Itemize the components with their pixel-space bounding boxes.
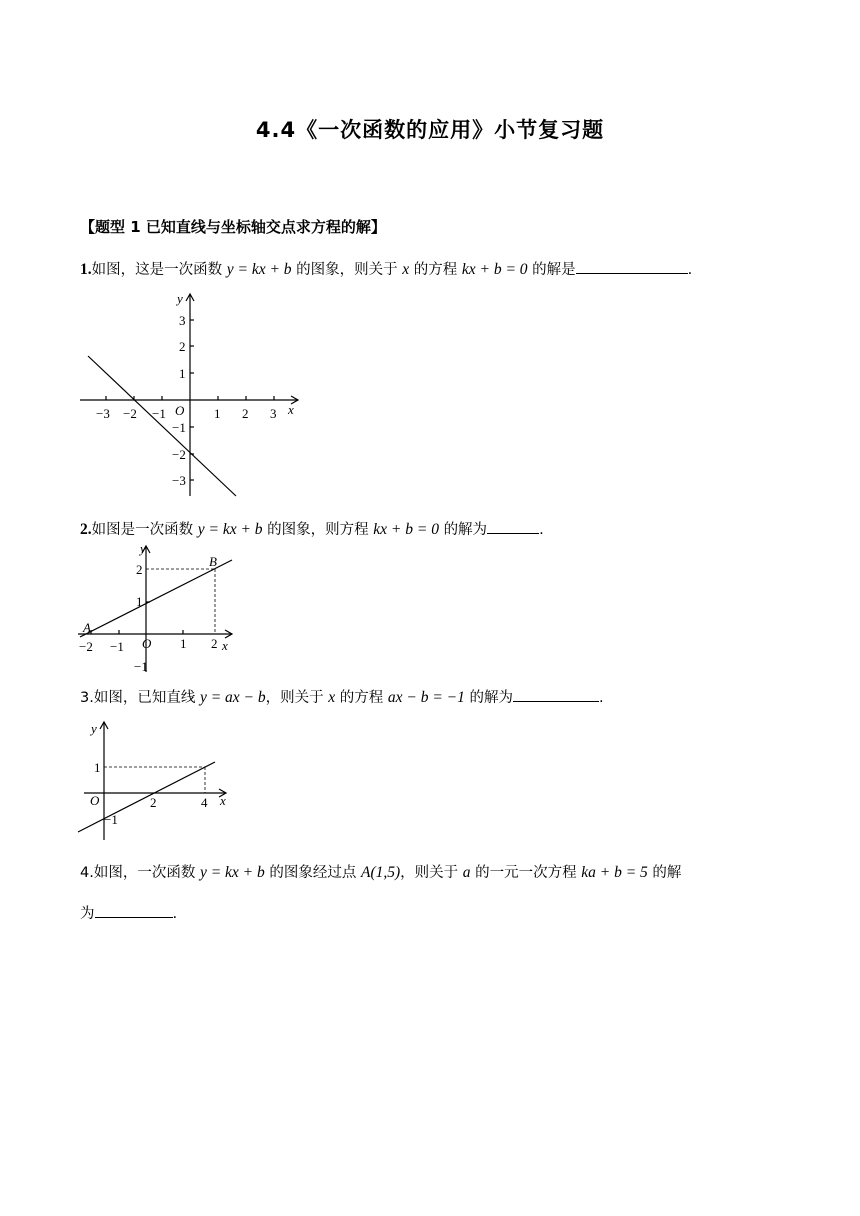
x-tick-label: 4 xyxy=(201,795,208,810)
question-number: 1. xyxy=(80,261,92,278)
question-1 xyxy=(80,258,692,279)
math-expression: y = kx + b xyxy=(199,864,265,881)
y-axis-label: y xyxy=(177,291,183,306)
origin-label: O xyxy=(90,793,100,808)
y-tick-label: 2 xyxy=(136,562,143,577)
x-tick-label: 1 xyxy=(214,406,221,421)
question-text: 的解为 xyxy=(443,522,488,538)
x-tick-label: −2 xyxy=(123,406,137,421)
x-axis-label: x xyxy=(220,793,226,808)
y-tick-label: 2 xyxy=(179,339,186,354)
graph-1 xyxy=(76,288,312,500)
y-tick-label: −2 xyxy=(172,447,186,462)
x-tick-label: −1 xyxy=(152,406,166,421)
math-expression: kx + b = 0 xyxy=(373,521,439,538)
question-text: 如图，一次函数 xyxy=(93,865,196,881)
question-text: 的图象经过点 xyxy=(269,865,357,881)
math-expression: y = kx + b xyxy=(197,521,263,538)
math-expression: A(1,5) xyxy=(360,864,401,881)
y-tick-label: 1 xyxy=(136,594,143,609)
point-a-label: A xyxy=(83,620,91,635)
question-text: ，则关于 xyxy=(400,865,459,881)
question-text: 的解 xyxy=(652,865,682,881)
answer-blank[interactable] xyxy=(513,687,599,702)
math-expression: x xyxy=(328,689,336,706)
question-end: . xyxy=(598,690,604,706)
x-tick-label: 1 xyxy=(180,636,187,651)
x-axis-label: x xyxy=(288,402,294,417)
graph-3 xyxy=(74,716,244,846)
math-expression: ax − b = −1 xyxy=(387,689,465,706)
question-text: 如图，这是一次函数 xyxy=(91,262,223,278)
y-tick-label: −1 xyxy=(172,420,186,435)
y-tick-label: 1 xyxy=(94,760,101,775)
y-axis-label: y xyxy=(91,721,97,736)
x-tick-label: 2 xyxy=(150,795,157,810)
y-tick-label: −1 xyxy=(134,659,148,674)
page-title: 4.4《一次函数的应用》小节复习题 xyxy=(255,118,605,142)
answer-blank[interactable] xyxy=(487,519,539,534)
question-text: 为 xyxy=(80,906,95,922)
x-tick-label: −1 xyxy=(110,639,124,654)
question-text: 如图是一次函数 xyxy=(91,522,194,538)
math-expression: a xyxy=(462,864,471,881)
math-expression: ka + b = 5 xyxy=(581,864,648,881)
function-line xyxy=(80,560,232,637)
question-3 xyxy=(80,686,604,707)
x-tick-label: −2 xyxy=(79,639,93,654)
x-tick-label: 2 xyxy=(242,406,249,421)
question-number: 4. xyxy=(80,865,94,881)
y-tick-label: −1 xyxy=(104,812,118,827)
question-number: 2. xyxy=(80,521,92,538)
y-axis-label: y xyxy=(140,541,146,556)
answer-blank[interactable] xyxy=(95,903,173,918)
origin-label: O xyxy=(142,636,152,651)
question-2 xyxy=(80,518,544,539)
x-tick-label: 3 xyxy=(270,406,277,421)
question-text: ，则关于 xyxy=(265,690,324,706)
question-text: 如图，已知直线 xyxy=(93,690,196,706)
question-text: 的方程 xyxy=(413,262,458,278)
math-expression: y = ax − b xyxy=(199,689,266,706)
y-tick-label: −3 xyxy=(172,473,186,488)
point-b-label: B xyxy=(209,554,217,569)
question-end: . xyxy=(539,522,544,538)
function-line xyxy=(88,356,236,496)
section-heading: 【题型 1 已知直线与坐标轴交点求方程的解】 xyxy=(80,218,386,236)
y-tick-label: 3 xyxy=(179,313,186,328)
answer-blank[interactable] xyxy=(576,259,688,274)
graph-2 xyxy=(76,540,246,678)
math-expression: kx + b = 0 xyxy=(461,261,528,278)
math-expression: x xyxy=(402,261,410,278)
question-text: 的图象，则方程 xyxy=(267,522,369,538)
question-number: 3. xyxy=(80,690,94,706)
question-text: 的图象，则关于 xyxy=(296,262,398,278)
question-text: 的一元一次方程 xyxy=(475,865,577,881)
question-4 xyxy=(80,861,681,882)
math-expression: y = kx + b xyxy=(226,261,292,278)
x-axis-label: x xyxy=(222,638,228,653)
question-end: . xyxy=(172,906,178,922)
x-tick-label: 2 xyxy=(211,636,218,651)
question-end: . xyxy=(687,262,693,278)
question-text: 的解是 xyxy=(532,262,576,278)
origin-label: O xyxy=(175,403,185,418)
y-tick-label: 1 xyxy=(179,366,186,381)
question-text: 的方程 xyxy=(339,690,384,706)
question-4-line-2 xyxy=(80,902,177,923)
question-text: 的解为 xyxy=(469,690,513,706)
x-tick-label: −3 xyxy=(96,406,110,421)
